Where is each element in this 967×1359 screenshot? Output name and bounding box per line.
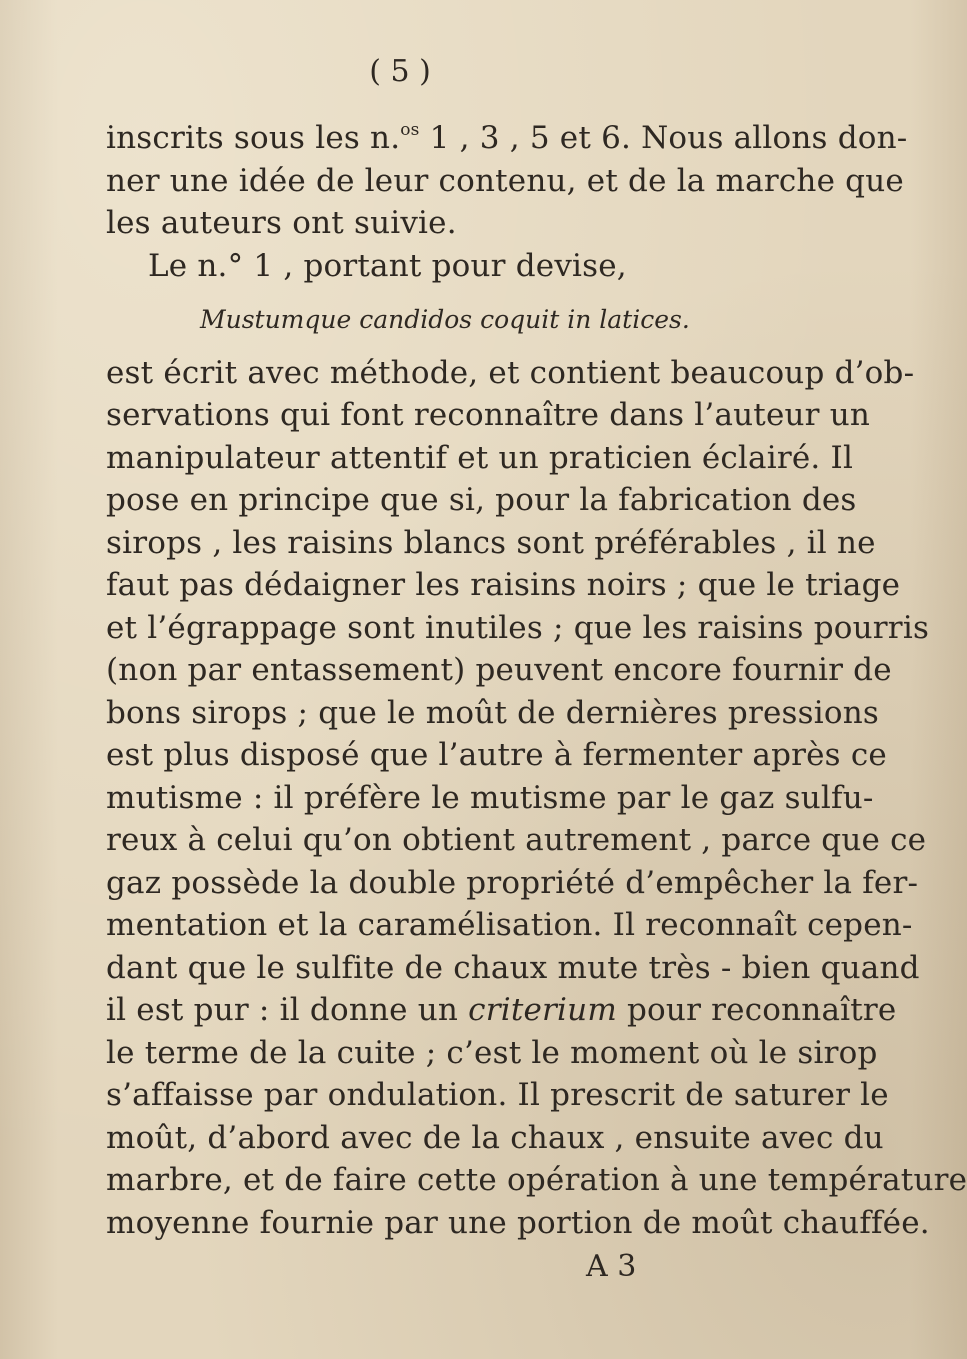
page-number: ( 5 ): [369, 54, 431, 89]
text-line: s’affaisse par ondulation. Il prescrit de saturer le: [106, 1077, 889, 1113]
text-line: gaz possède la double propriété d’empêcher la fer-: [106, 864, 919, 901]
text-line: il est pur : il donne un criterium pour reconnaître: [106, 992, 897, 1028]
epigraph-motto: Mustumque candidos coquit in latices.: [200, 305, 690, 334]
text-line: bons sirops ; que le moût de dernières pressions: [106, 694, 879, 731]
text-line: manipulateur attentif et un praticien éclairé. Il: [106, 439, 854, 476]
text-line: moyenne fournie par une portion de moût chauffée.: [106, 1204, 930, 1241]
signature-mark: A 3: [586, 1249, 637, 1284]
text-line: dant que le sulfite de chaux mute très - bien quand: [106, 949, 920, 986]
text-line: (non par entassement) peuvent encore fournir de: [106, 652, 892, 688]
text-line: est écrit avec méthode, et contient beaucoup d’ob-: [106, 354, 915, 391]
text-line: mentation et la caramélisation. Il reconnaît cepen-: [106, 907, 913, 943]
text-line: faut pas dédaigner les raisins noirs ; que le triage: [106, 567, 901, 603]
text-line: les auteurs ont suivie.: [106, 205, 457, 241]
text-line: moût, d’abord avec de la chaux , ensuite avec du: [106, 1119, 884, 1156]
text-line: Le n.° 1 , portant pour devise,: [148, 247, 627, 284]
text-line: le terme de la cuite ; c’est le moment où le sirop: [106, 1034, 878, 1071]
text-line: servations qui font reconnaître dans l’auteur un: [106, 397, 871, 433]
text-line: mutisme : il préfère le mutisme par le gaz sulfu-: [106, 779, 874, 816]
text-line: marbre, et de faire cette opération à une température: [106, 1162, 967, 1198]
text-line: pose en principe que si, pour la fabrication des: [106, 482, 857, 518]
text-line: inscrits sous les n.$^{os}$ 1 , 3 , 5 et 6. Nous allons don-: [106, 120, 908, 156]
text-line: sirops , les raisins blancs sont préférables , il ne: [106, 524, 876, 561]
text-line: est plus disposé que l’autre à fermenter après ce: [106, 737, 887, 773]
text-line: et l’égrappage sont inutiles ; que les raisins pourris: [106, 609, 930, 646]
text-line: reux à celui qu’on obtient autrement , parce que ce: [106, 822, 927, 858]
text-line: ner une idée de leur contenu, et de la marche que: [106, 162, 904, 199]
